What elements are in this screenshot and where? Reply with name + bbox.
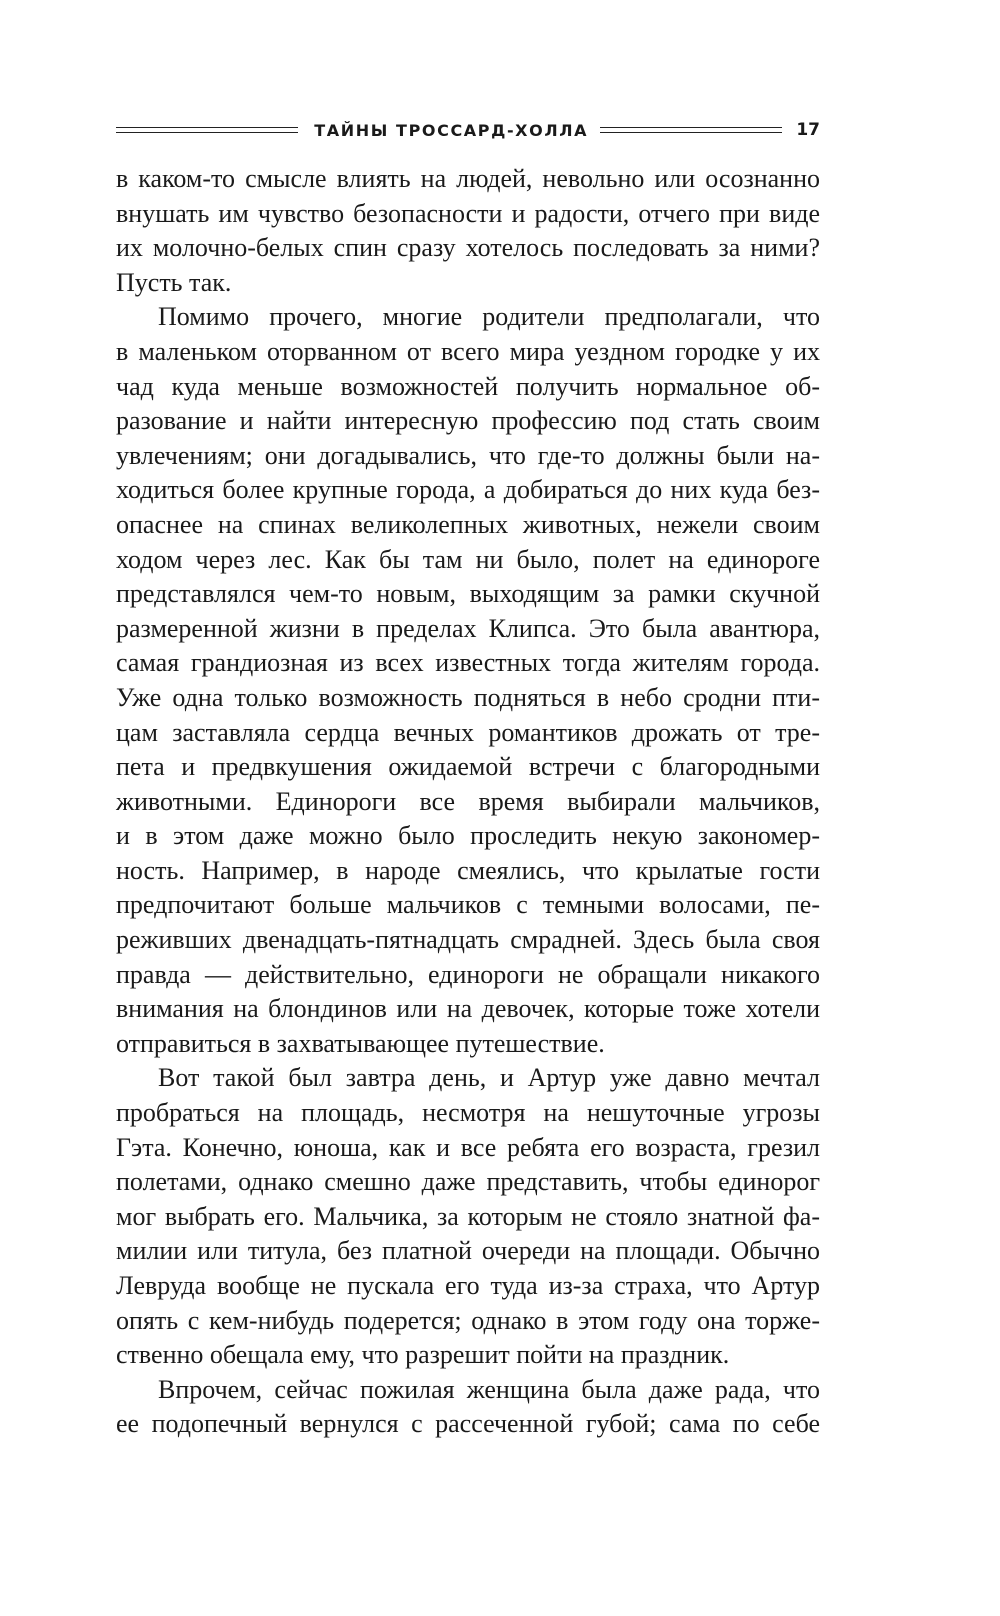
text-line: внушать им чувство безопасности и радости, отчего при виде — [116, 198, 820, 228]
text-line: полетами, однако смешно даже представить, чтобы единорог — [116, 1167, 820, 1197]
text-line: Пусть так. — [116, 267, 232, 297]
text-line: предпочитают больше мальчиков с темными волосами, пе- — [116, 890, 820, 920]
running-title: ТАЙНЫ ТРОССАРД-ХОЛЛА — [314, 120, 589, 140]
text-line: Вот такой был завтра день, и Артур уже давно мечтал — [158, 1063, 820, 1093]
text-line: Помимо прочего, многие родители предполагали, что — [158, 302, 820, 332]
text-line: ходом через лес. Как бы там ни было, полет на единороге — [116, 544, 820, 574]
text-line: пета и предвкушения ожидаемой встречи с благородными — [116, 752, 820, 782]
text-line: реживших двенадцать-пятнадцать смрадней. Здесь была своя — [116, 925, 820, 955]
text-line: отправиться в захватывающее путешествие. — [116, 1028, 605, 1058]
text-line: цам заставляла сердца вечных романтиков дрожать от тре- — [116, 717, 820, 747]
text-line: в каком-то смысле влиять на людей, невольно или осознанно — [116, 164, 820, 193]
text-line: в маленьком оторванном от всего мира уездном городке у их — [116, 336, 820, 366]
header-rule-right — [600, 127, 782, 133]
text-line: представлялся чем-то новым, выходящим за рамки скучной — [116, 579, 820, 609]
text-line: опаснее на спинах великолепных животных, нежели своим — [116, 509, 820, 539]
body-text — [116, 162, 820, 1442]
running-header — [116, 117, 820, 143]
text-line: Впрочем, сейчас пожилая женщина была даже рада, что — [158, 1374, 820, 1404]
text-line: Уже одна только возможность подняться в небо сродни пти- — [116, 682, 820, 712]
text-line: размеренной жизни в пределах Клипса. Это была авантюра, — [116, 613, 820, 643]
header-rule-left — [116, 127, 298, 133]
text-line: животными. Единороги все время выбирали мальчиков, — [116, 786, 820, 816]
text-line: пробраться на площадь, несмотря на нешуточные угрозы — [116, 1098, 820, 1128]
text-line: увлечениям; они догадывались, что где-то должны были на- — [116, 440, 820, 470]
text-line: ходиться более крупные города, а добираться до них куда без- — [116, 475, 820, 505]
text-line: милии или титула, без платной очереди на площади. Обычно — [116, 1236, 820, 1266]
text-line: Левруда вообще не пускала его туда из-за страха, что Артур — [116, 1271, 820, 1300]
text-line: и в этом даже можно было проследить некую закономер- — [116, 821, 820, 851]
text-line: самая грандиозная из всех известных тогда жителям города. — [116, 648, 820, 678]
text-line: чад куда меньше возможностей получить нормальное об- — [116, 371, 820, 401]
text-line: правда — действительно, единороги не обращали никакого — [116, 959, 820, 989]
text-line: Гэта. Конечно, юноша, как и все ребята его возраста, грезил — [116, 1132, 820, 1162]
text-line: разование и найти интересную профессию под стать своим — [116, 406, 820, 436]
text-line: ее подопечный вернулся с рассеченной губой; сама по себе — [116, 1409, 820, 1439]
text-line: опять с кем-нибудь подерется; однако в этом году она торже- — [116, 1305, 820, 1335]
text-line: их молочно-белых спин сразу хотелось последовать за ними? — [116, 233, 820, 263]
text-line: ственно обещала ему, что разрешит пойти на праздник. — [116, 1340, 730, 1370]
text-line: ность. Например, в народе смеялись, что крылатые гости — [116, 855, 820, 885]
page-number: 17 — [796, 120, 820, 140]
text-line: мог выбрать его. Мальчика, за которым не стояло знатной фа- — [116, 1201, 820, 1231]
text-line: внимания на блондинов или на девочек, которые тоже хотели — [116, 994, 820, 1024]
